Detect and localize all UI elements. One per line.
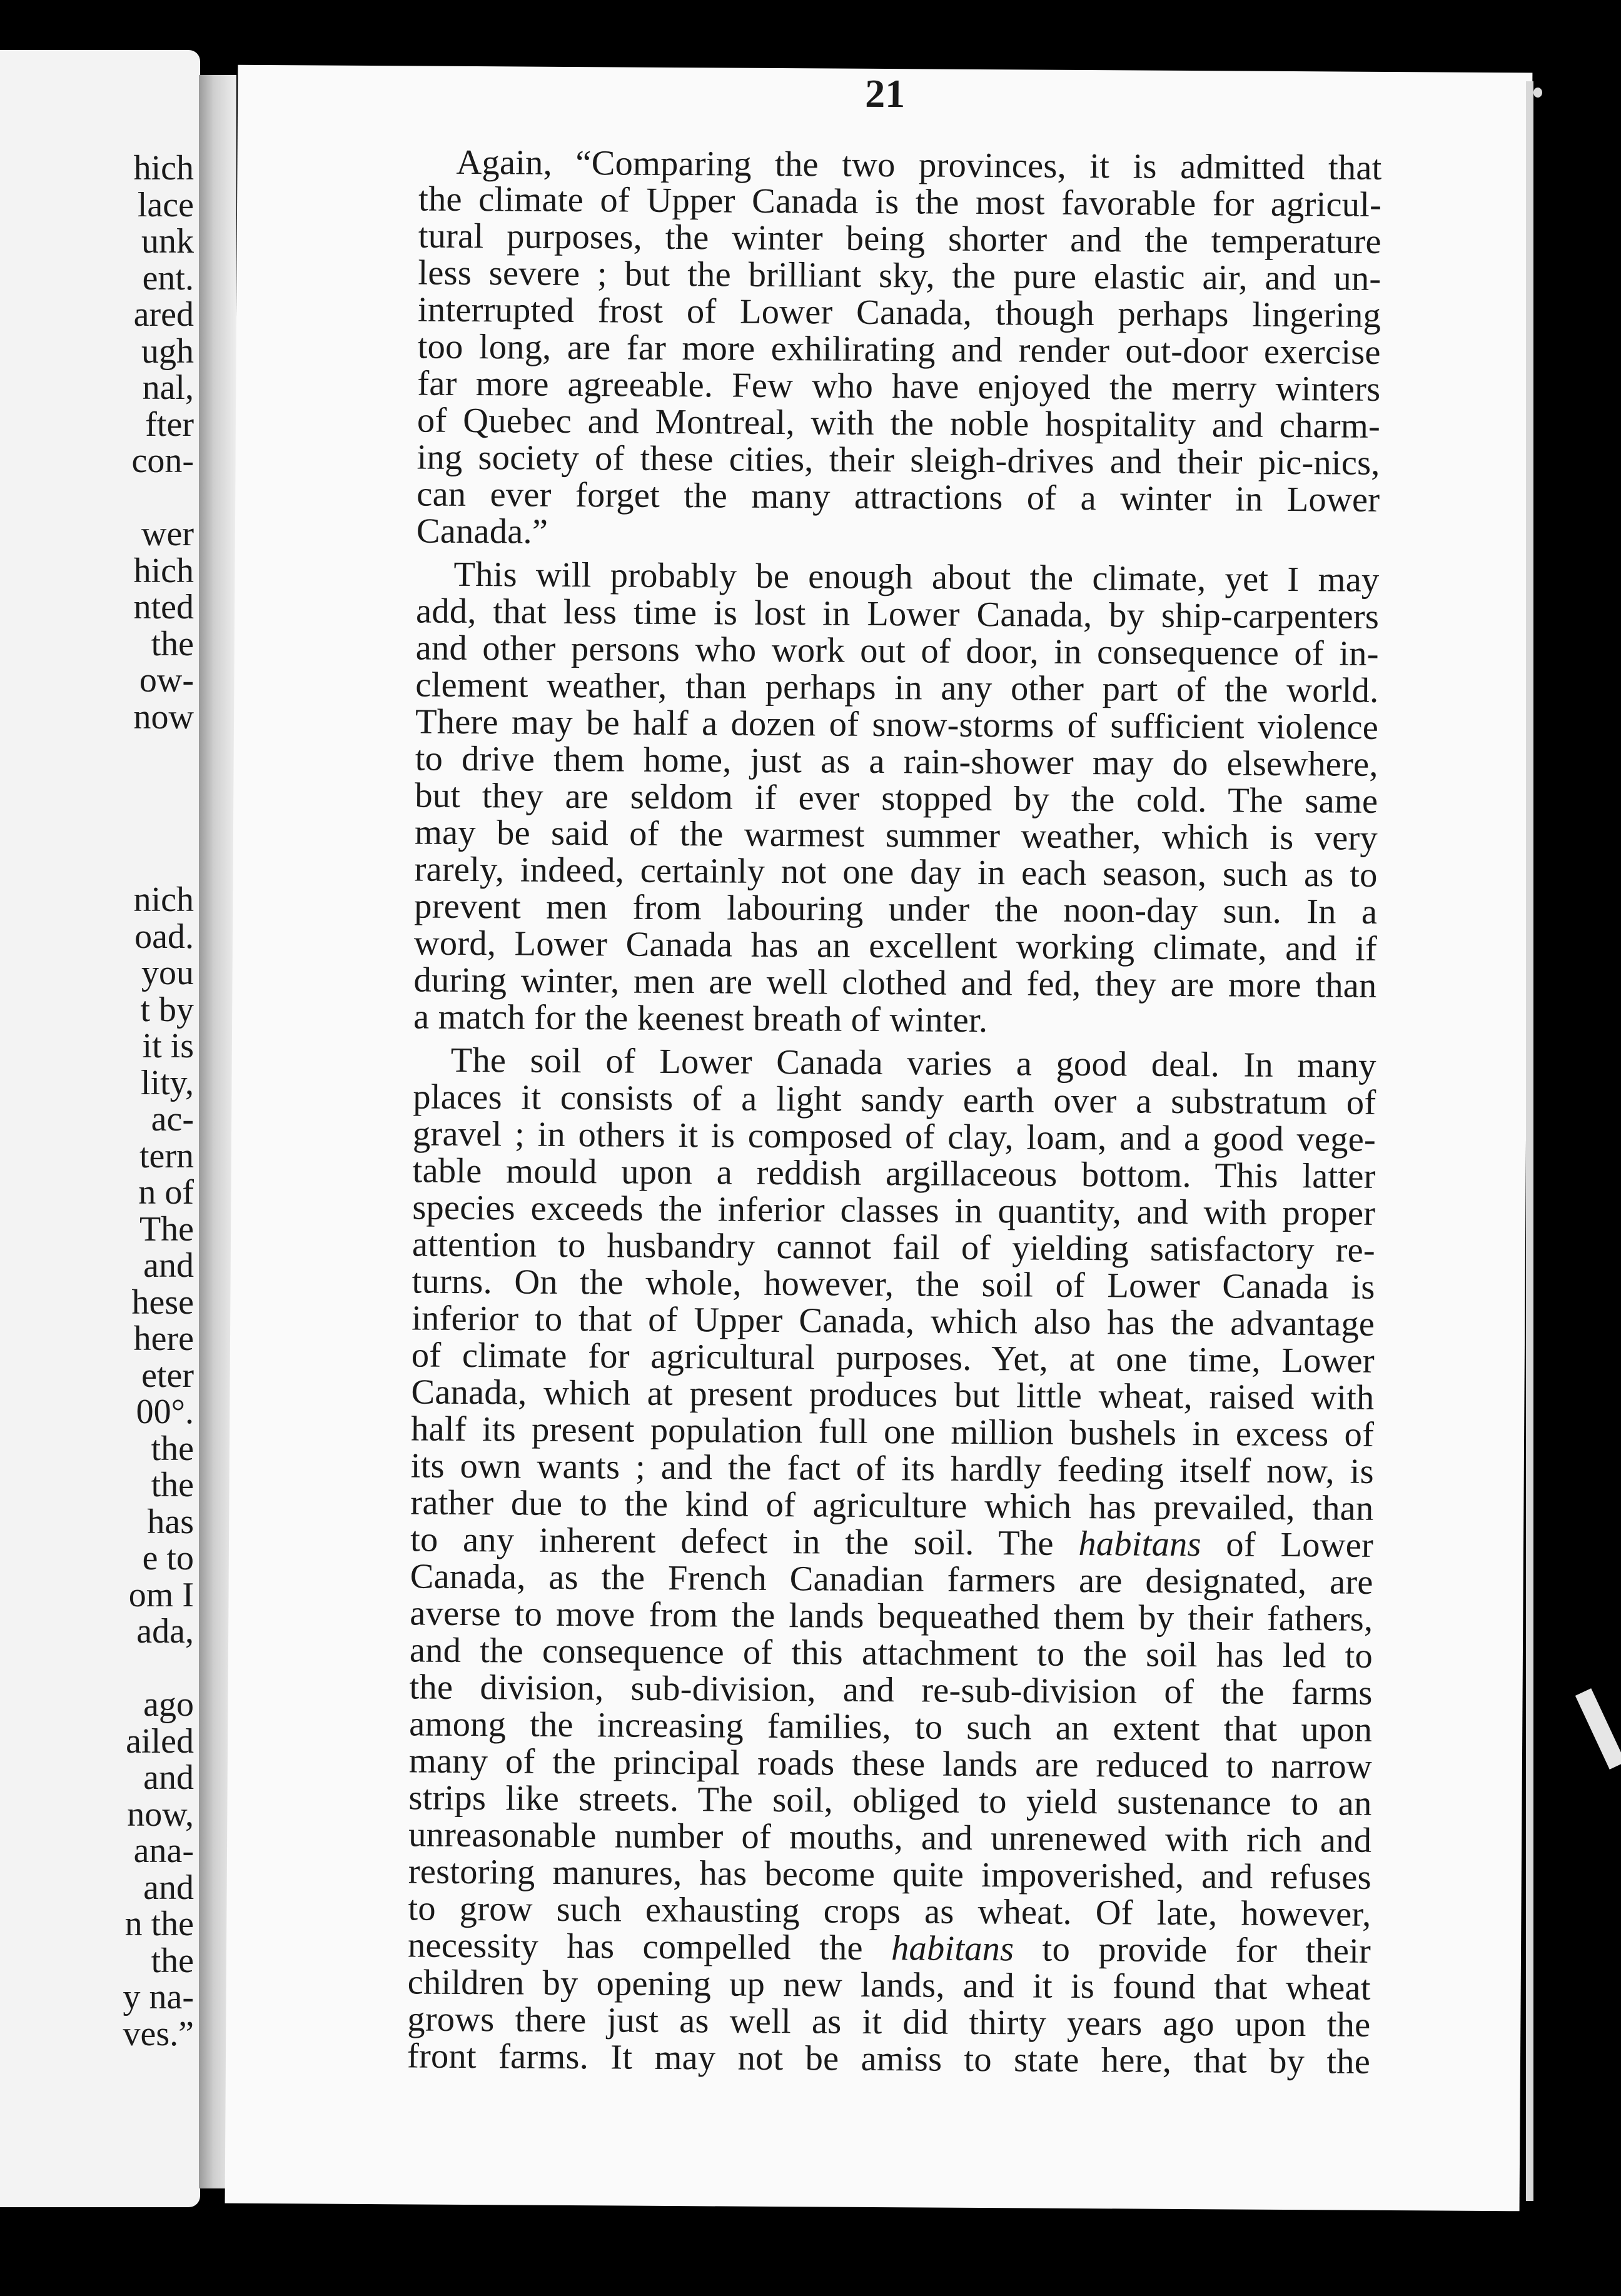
text-line: averse to move from the lands bequeathed them by their fathers, bbox=[410, 1594, 1373, 1639]
left-page-text-fragments bbox=[6, 150, 194, 2052]
left-page-line: unk bbox=[141, 222, 194, 261]
left-page-line: ac- bbox=[151, 1100, 194, 1139]
text-line: can ever forget the many attractions of a winter in Lower bbox=[417, 475, 1380, 520]
left-page-line: 00°. bbox=[136, 1392, 194, 1431]
left-page-line bbox=[6, 1650, 194, 1687]
text-line: restoring manures, has become quite impoverished, and refuses bbox=[408, 1852, 1371, 1897]
left-page-line bbox=[6, 772, 194, 809]
left-page-line: nal, bbox=[142, 368, 194, 407]
left-page-line: wer bbox=[141, 515, 194, 553]
left-page-line: has bbox=[147, 1502, 194, 1541]
left-page-line: ailed bbox=[126, 1721, 194, 1761]
text-line: to drive them home, just as a rain-shower may do elsewhere, bbox=[415, 739, 1378, 784]
text-line: grows there just as well as it did thirty years ago upon the bbox=[407, 2000, 1371, 2045]
left-page-line: lace bbox=[137, 185, 194, 224]
left-page-line: e to bbox=[142, 1539, 194, 1578]
text-line: Canada.” bbox=[416, 511, 548, 551]
text-line: turns. On the whole, however, the soil of Lower Canada is bbox=[412, 1262, 1375, 1307]
text-line: places it consists of a light sandy earth over a substratum of bbox=[413, 1077, 1376, 1122]
left-page-line: lity, bbox=[140, 1063, 194, 1102]
text-line: but they are seldom if ever stopped by the cold. The same bbox=[415, 776, 1378, 821]
left-page-line: it is bbox=[142, 1027, 194, 1065]
text-line: to grow such exhausting crops as wheat. Of late, however, bbox=[408, 1889, 1371, 1934]
text-line: Again, “Comparing the two provinces, it is admitted that bbox=[456, 143, 1382, 188]
scan-mark bbox=[1575, 1688, 1621, 1770]
paragraph bbox=[370, 1042, 1376, 2081]
left-page-line: ana- bbox=[133, 1831, 194, 1870]
paragraph bbox=[379, 144, 1382, 556]
left-page-line: you bbox=[141, 954, 194, 992]
scan-mark bbox=[1533, 88, 1542, 98]
left-page-line: the bbox=[151, 624, 194, 663]
text-line: too long, are far more exhilirating and render out-door exercise bbox=[417, 327, 1381, 372]
text-line: the division, sub-division, and re-sub-division of the farms bbox=[409, 1668, 1373, 1713]
text-line: This will probably be enough about the climate, yet I may bbox=[453, 555, 1380, 600]
text-line: attention to husbandry cannot fail of yielding satisfactory re- bbox=[412, 1225, 1376, 1270]
left-page-line: nich bbox=[133, 880, 194, 919]
text-line: Canada, as the French Canadian farmers are designated, are bbox=[410, 1557, 1373, 1602]
left-page-line: here bbox=[133, 1319, 194, 1358]
text-line: There may be half a dozen of snow-storms of sufficient violence bbox=[415, 702, 1379, 747]
left-page-line: n the bbox=[124, 1905, 194, 1943]
left-page-line bbox=[6, 480, 194, 516]
text-line: rather due to the kind of agriculture which has prevailed, than bbox=[410, 1483, 1374, 1528]
left-page-line: ves.” bbox=[123, 2014, 194, 2053]
text-line: and the consequence of this attachment to the soil has led to bbox=[409, 1631, 1373, 1676]
left-page-line bbox=[6, 845, 194, 882]
text-line: species exceeds the inferior classes in quantity, and with proper bbox=[412, 1188, 1376, 1233]
left-page-line: ugh bbox=[141, 331, 194, 371]
left-page-line: hich bbox=[133, 551, 194, 590]
left-page-line: y na- bbox=[123, 1978, 194, 2017]
text-line: to any inherent defect in the soil. The habitans of Lower bbox=[410, 1520, 1374, 1565]
right-page bbox=[225, 65, 1533, 2212]
text-line: may be said of the warmest summer weather, which is very bbox=[414, 813, 1378, 858]
left-page-line: oad. bbox=[134, 917, 194, 956]
text-line: during winter, men are well clothed and fed, they are more than bbox=[413, 960, 1377, 1005]
text-line: less severe ; but the brilliant sky, the pure elastic air, and un- bbox=[418, 253, 1381, 298]
left-page-line: the bbox=[151, 1466, 194, 1504]
left-page-line: ent. bbox=[142, 258, 194, 298]
left-page-line: the bbox=[151, 1941, 194, 1980]
left-page-line: the bbox=[151, 1429, 194, 1468]
left-page-line: hich bbox=[133, 149, 194, 188]
left-page-line: nted bbox=[133, 588, 194, 627]
left-page-line: con- bbox=[131, 441, 194, 480]
text-line: word, Lower Canada has an excellent working climate, and if bbox=[413, 924, 1378, 969]
text-line: unreasonable number of mouths, and unrenewed with rich and bbox=[408, 1815, 1372, 1860]
left-page-line: ada, bbox=[136, 1612, 194, 1651]
text-line: clement weather, than perhaps in any other part of the world. bbox=[415, 665, 1379, 710]
left-page-line: now bbox=[133, 697, 194, 737]
left-page-line: ago bbox=[143, 1685, 194, 1724]
left-page-line: tern bbox=[139, 1136, 194, 1176]
text-line: The soil of Lower Canada varies a good deal. In many bbox=[450, 1040, 1376, 1085]
text-line: necessity has compelled the habitans to provide for their bbox=[407, 1926, 1371, 1971]
left-page-line: t by bbox=[140, 990, 194, 1029]
left-page-line bbox=[6, 735, 194, 772]
text-line: prevent men from labouring under the noon-day sun. In a bbox=[414, 887, 1378, 932]
body-text bbox=[370, 144, 1382, 2087]
left-page-line: eter bbox=[141, 1356, 194, 1395]
left-page-line: ow- bbox=[139, 661, 194, 700]
left-page-line bbox=[6, 808, 194, 845]
left-page-line: hese bbox=[131, 1282, 194, 1322]
page-number: 21 bbox=[864, 71, 906, 116]
text-line: ing society of these cities, their sleigh-drives and their pic-nics, bbox=[417, 438, 1380, 483]
left-page-line: n of bbox=[138, 1173, 194, 1212]
text-line: interrupted frost of Lower Canada, though perhaps lingering bbox=[417, 290, 1381, 335]
text-line: gravel ; in others it is composed of clay, loam, and a good vege- bbox=[412, 1114, 1376, 1159]
text-line: strips like streets. The soil, obliged to yield sustenance to an bbox=[408, 1778, 1372, 1823]
left-page-line: fter bbox=[145, 405, 194, 444]
text-line: its own wants ; and the fact of its hardly feeding itself now, is bbox=[410, 1446, 1374, 1491]
text-line: the climate of Upper Canada is the most favorable for agricul- bbox=[418, 179, 1382, 224]
left-page-line: and bbox=[143, 1758, 194, 1797]
text-line: half its present population full one million bushels in excess of bbox=[410, 1409, 1375, 1454]
paragraph bbox=[376, 556, 1380, 1042]
text-line: among the increasing families, to such an extent that upon bbox=[409, 1704, 1373, 1750]
left-page-line: and bbox=[143, 1868, 194, 1907]
text-line: many of the principal roads these lands are reduced to narrow bbox=[408, 1741, 1373, 1786]
text-line: inferior to that of Upper Canada, which also has the advantage bbox=[412, 1299, 1375, 1344]
left-page bbox=[0, 50, 200, 2207]
text-line: add, that less time is lost in Lower Canada, by ship-carpenters bbox=[415, 592, 1380, 637]
left-page-line: and bbox=[143, 1246, 194, 1285]
text-line: of Quebec and Montreal, with the noble hospitality and charm- bbox=[417, 401, 1381, 446]
text-line: far more agreeable. Few who have enjoyed the merry winters bbox=[417, 364, 1381, 409]
text-line: and other persons who work out of door, in consequence of in- bbox=[415, 628, 1379, 673]
left-page-line: The bbox=[139, 1209, 194, 1249]
text-line: of climate for agricultural purposes. Yet, at one time, Lower bbox=[411, 1336, 1375, 1381]
text-line: a match for the keenest breath of winter. bbox=[413, 997, 988, 1040]
left-page-line: now, bbox=[127, 1795, 194, 1834]
text-line: front farms. It may not be amiss to state here, that by the bbox=[407, 2037, 1371, 2082]
text-line: children by opening up new lands, and it is found that wheat bbox=[407, 1963, 1371, 2008]
left-page-line: om I bbox=[128, 1575, 194, 1614]
text-line: rarely, indeed, certainly not one day in each season, such as to bbox=[414, 850, 1378, 895]
text-line: tural purposes, the winter being shorter and the temperature bbox=[418, 216, 1381, 261]
text-line: table mould upon a reddish argillaceous bottom. This latter bbox=[412, 1151, 1376, 1196]
text-line: Canada, which at present produces but little wheat, raised with bbox=[411, 1372, 1375, 1417]
page-edge bbox=[1526, 81, 1533, 2201]
left-page-line: ared bbox=[133, 295, 194, 334]
